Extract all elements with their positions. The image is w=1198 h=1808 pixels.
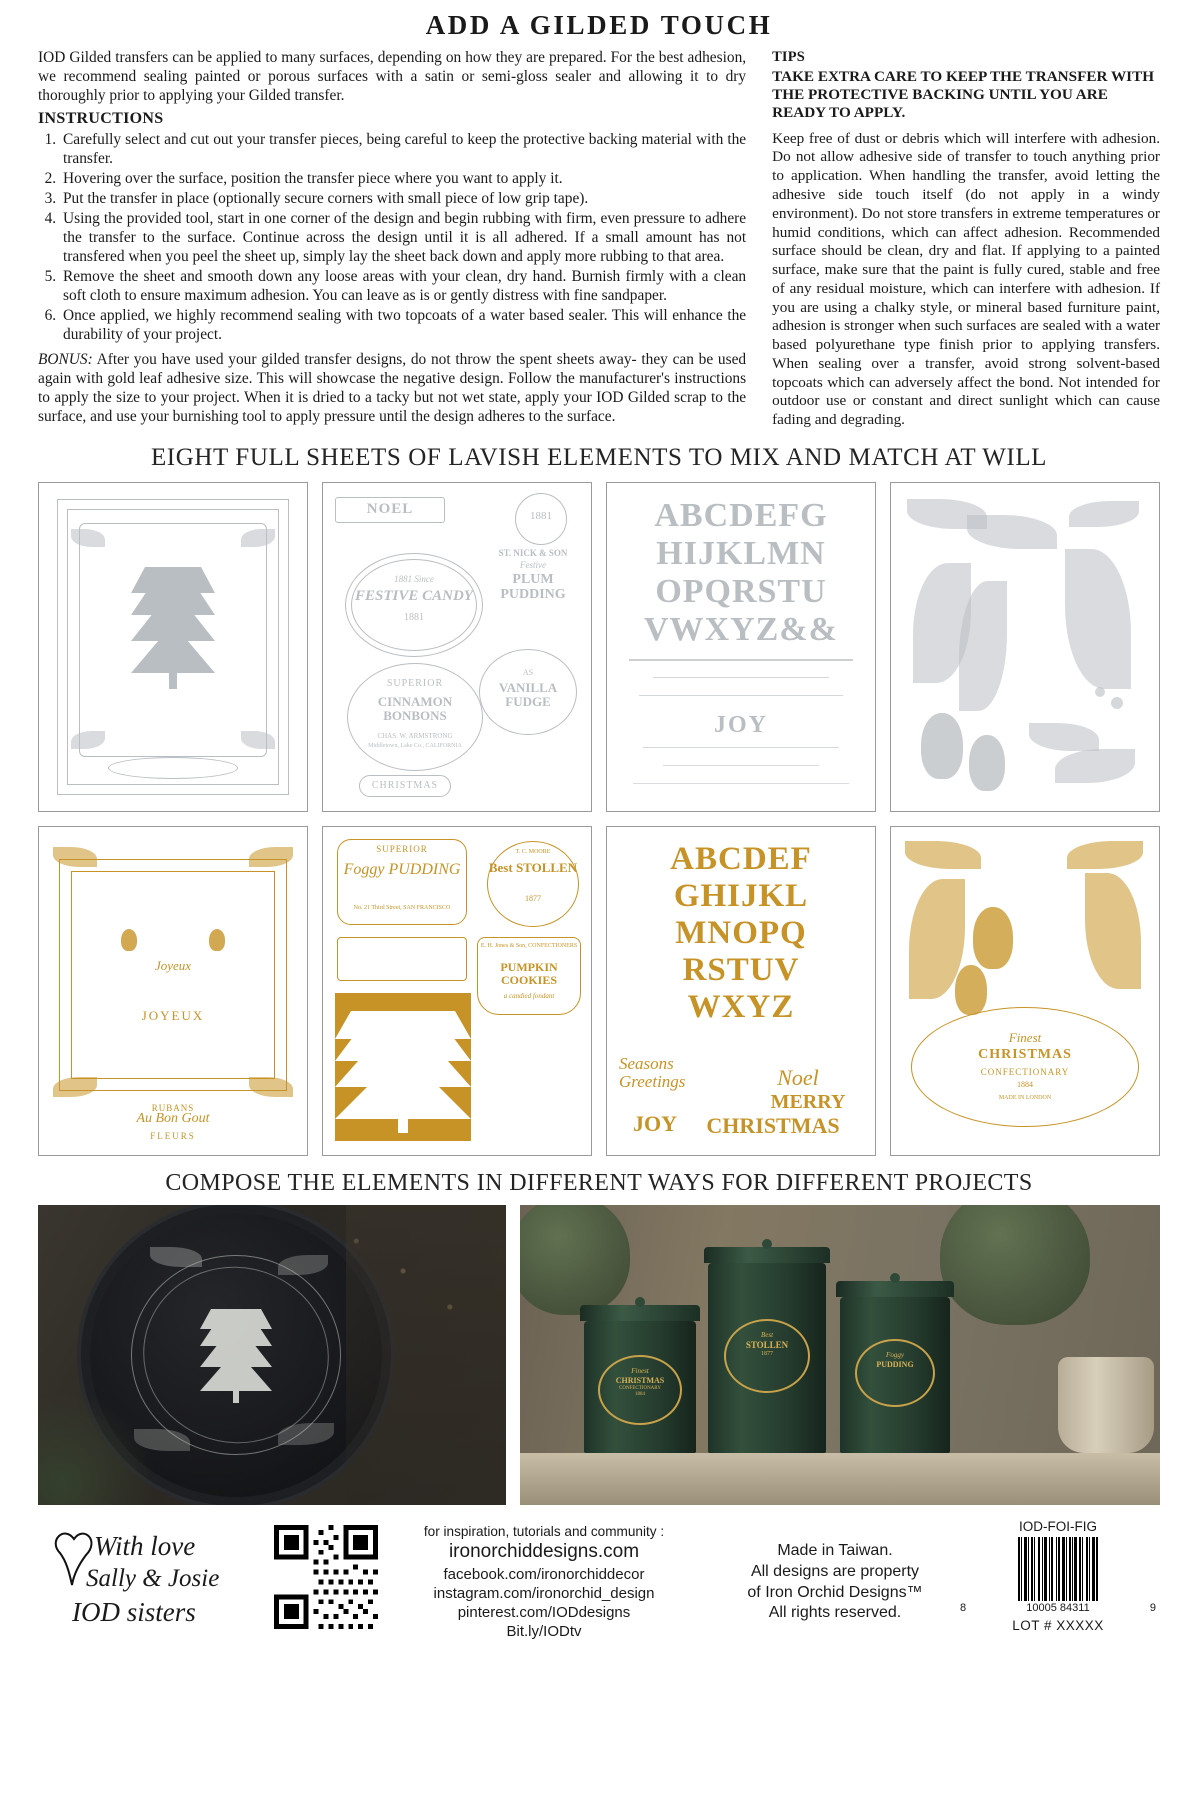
signature-line-2: Sally & Josie bbox=[86, 1564, 220, 1592]
label-confectionary: CONFECTIONARY bbox=[980, 1066, 1070, 1077]
signature-line-1: With love bbox=[94, 1530, 196, 1561]
medallion-line: STOLLEN bbox=[745, 1339, 789, 1350]
label-1881: 1881 bbox=[530, 509, 552, 522]
canister-knob bbox=[635, 1297, 645, 1307]
medallion-line: CHRISTMAS bbox=[615, 1375, 665, 1385]
sku-code: IOD-FOI-FIG bbox=[1019, 1518, 1097, 1534]
label-cinnamon-bonbons: CINNAMON BONBONS bbox=[377, 693, 453, 724]
alphabet-row: ABCDEFG bbox=[654, 496, 828, 534]
alphabet-row: GHIJKL bbox=[673, 877, 809, 914]
label-1877: 1877 bbox=[525, 893, 541, 903]
label-foggy-pudding: Foggy PUDDING bbox=[343, 860, 461, 878]
alphabet-row: WXYZ bbox=[687, 988, 795, 1025]
instruction-step: 2. Hovering over the surface, position the transfer piece where you want to apply it. bbox=[60, 169, 746, 188]
sheet-grid bbox=[38, 482, 1160, 1156]
label-fondant: a candied fondant bbox=[503, 991, 555, 1000]
canister-lid bbox=[704, 1247, 830, 1263]
barcode-digit-mid: 10005 84311 bbox=[1026, 1601, 1090, 1614]
qr-code[interactable] bbox=[274, 1525, 378, 1629]
sheet-art bbox=[45, 489, 301, 805]
label-1884: 1884 bbox=[1017, 1079, 1033, 1089]
facebook-link[interactable]: facebook.com/ironorchiddecor bbox=[443, 1565, 645, 1583]
barcode-digits bbox=[960, 1602, 1156, 1614]
label-address: No. 21 Third Street, SAN FRANCISCO bbox=[353, 904, 451, 911]
project-photos bbox=[38, 1205, 1160, 1505]
label-tcmoore: T. C. MOORE bbox=[515, 848, 551, 855]
sheet-silver-alphabet bbox=[606, 482, 876, 812]
label-ehjones: E. H. Jones & Son, CONFECTIONERS bbox=[480, 942, 578, 949]
canister-medallion bbox=[598, 1355, 682, 1425]
label-stnick: ST. NICK & SON bbox=[498, 547, 568, 558]
canister-3 bbox=[840, 1297, 950, 1453]
label-merry: MERRY bbox=[770, 1090, 846, 1113]
bonus-label: BONUS: bbox=[38, 350, 93, 368]
canister-lid bbox=[836, 1281, 954, 1297]
canister-knob bbox=[762, 1239, 772, 1249]
tips-body: Keep free of dust or debris which will interfere with adhesion. Do not allow adhesive side of transfer to touch anything prior to application. When handling the transfer, avoid letting the adhesive side touch itself (do not apply in a windy environment). Do not store transfers in extreme temperatures or humid conditions, which can affect adhesion. Recommended surface should be clean, dry and flat. If applying to a painted surface, make sure that the paint is fully cured, stable and free of any residual moisture, which can interfere with adhesion. If you are using a chalky style, or mineral based furniture paint, adhesion is stronger when such surfaces are sealed with a water based polyurethane type finish prior to applying transfers. When sealing over a transfer, avoid strong solvent-based topcoats which can adversely affect the bond. Not intended for outdoor use or constant and direct sunlight which can cause fading and degrading. bbox=[772, 129, 1160, 429]
medallion-line: Foggy bbox=[886, 1350, 904, 1359]
label-aubongout: Au Bon Gout bbox=[136, 1111, 210, 1127]
dark-tray-photo bbox=[38, 1205, 506, 1505]
instruction-step: 1. Carefully select and cut out your transfer pieces, being careful to keep the protective backing material with the transfer. bbox=[60, 130, 746, 168]
medallion-line: PUDDING bbox=[876, 1359, 914, 1369]
instruction-step: 3. Put the transfer in place (optionally secure corners with small piece of low grip tape). bbox=[60, 189, 746, 208]
intro-paragraph: IOD Gilded transfers can be applied to many surfaces, depending on how they are prepared. For the best adhesion, we recommend sealing painted or porous surfaces with a satin or semi-gloss sealer and allowing it to dry thoroughly prior to applying your Gilded transfer. bbox=[38, 49, 747, 104]
bonus-text: After you have used your gilded transfer designs, do not throw the spent sheets away- they can be used again with gold leaf adhesive size. This will showcase the negative design. Follow the manufacturer's instructions to apply the size to your project. When it is dried to a tacky but not wet state, apply your IOD Gilded scrap to the surface, and use your burnishing tool to apply pressure until the design adheres to the surface. bbox=[38, 350, 747, 426]
instagram-link[interactable]: instagram.com/ironorchid_design bbox=[433, 1584, 655, 1602]
sheet-art bbox=[329, 489, 585, 805]
label-superior: SUPERIOR bbox=[376, 843, 428, 854]
rights-line: All designs are property bbox=[750, 1562, 920, 1580]
label-noel: NOEL bbox=[366, 500, 414, 517]
label-joy: JOY bbox=[633, 1110, 677, 1136]
label-festive: Festive bbox=[520, 559, 546, 570]
shelf bbox=[520, 1453, 1160, 1505]
rights-line: All rights reserved. bbox=[768, 1604, 902, 1622]
barcode bbox=[960, 1537, 1156, 1601]
stone-pot bbox=[1058, 1357, 1154, 1453]
label-rubans: RUBANS bbox=[151, 1102, 195, 1113]
bonus-paragraph bbox=[38, 350, 746, 426]
sheet-art bbox=[45, 833, 301, 1149]
green-canisters-photo bbox=[520, 1205, 1160, 1505]
instruction-step: 5. Remove the sheet and smooth down any loose areas with your clean, dry hand. Burnish firmly with a clean soft cloth to ensure maximum adhesion. You can leave as is or gently distress with fine sandpaper. bbox=[60, 267, 746, 305]
label-1881-b: 1881 bbox=[404, 611, 424, 623]
label-middletown: Middletown, Lake Co., CALIFORNIA bbox=[368, 742, 462, 749]
label-since: 1881 Since bbox=[394, 573, 434, 584]
label-best-stollen: Best STOLLEN bbox=[488, 859, 578, 875]
alphabet-row: VWXYZ&& bbox=[644, 610, 838, 648]
compose-banner: COMPOSE THE ELEMENTS IN DIFFERENT WAYS FOR DIFFERENT PROJECTS bbox=[165, 1169, 1033, 1196]
alphabet-row: RSTUV bbox=[682, 951, 800, 988]
label-plum-pudding: PLUM PUDDING bbox=[500, 571, 566, 602]
alphabet-row: HIJKLMN bbox=[656, 534, 826, 572]
canister-knob bbox=[890, 1273, 900, 1283]
instructions-section bbox=[38, 49, 1160, 430]
label-festive-candy: FESTIVE CANDY bbox=[355, 587, 473, 604]
tips-heading: TIPS bbox=[772, 49, 805, 65]
sheet-gold-labels-tree bbox=[322, 826, 592, 1156]
sheet-silver-botanical bbox=[890, 482, 1160, 812]
canister-2 bbox=[708, 1263, 826, 1453]
instruction-steps-list bbox=[38, 130, 746, 344]
tips-column bbox=[772, 49, 1160, 430]
medallion-line: 1877 bbox=[761, 1350, 773, 1357]
signature-line-3: IOD sisters bbox=[72, 1596, 196, 1627]
sheet-gold-botanical-wreath bbox=[890, 826, 1160, 1156]
medallion-line: Best bbox=[760, 1330, 774, 1339]
label-noel: Noel bbox=[777, 1064, 819, 1090]
label-as: AS bbox=[522, 667, 534, 677]
sheet-art bbox=[329, 833, 585, 1149]
label-finest: Finest bbox=[1008, 1030, 1042, 1046]
label-superior: SUPERIOR bbox=[386, 677, 444, 689]
medallion-line: Finest bbox=[631, 1366, 649, 1375]
alphabet-row: MNOPQ bbox=[675, 914, 807, 951]
barcode-digit-left: 8 bbox=[960, 1601, 967, 1614]
made-in-text: Made in Taiwan. bbox=[777, 1541, 893, 1559]
tree-icon bbox=[131, 567, 215, 689]
tray-scene bbox=[38, 1205, 506, 1505]
label-joy: JOY bbox=[714, 711, 768, 738]
sheet-art bbox=[897, 833, 1153, 1149]
product-packaging-page bbox=[0, 10, 1198, 1808]
canister-medallion bbox=[724, 1319, 810, 1393]
sheet-art bbox=[613, 833, 869, 1149]
instructions-heading: INSTRUCTIONS bbox=[38, 109, 164, 127]
page-title: ADD A GILDED TOUCH bbox=[425, 10, 773, 40]
sheet-silver-frame-tree bbox=[38, 482, 308, 812]
barcode-digit-right: 9 bbox=[1149, 1601, 1156, 1614]
alphabet-row: ABCDEF bbox=[670, 840, 812, 877]
label-armstrong: CHAS. W. ARMSTRONG bbox=[377, 731, 453, 740]
made-in-block bbox=[710, 1519, 960, 1624]
label-fleurs: FLEURS bbox=[150, 1130, 196, 1141]
sheet-gold-frame-birds bbox=[38, 826, 308, 1156]
sheet-art bbox=[897, 489, 1153, 805]
barcode-block bbox=[960, 1519, 1156, 1633]
label-joyeux: JOYEUX bbox=[141, 1007, 205, 1023]
lot-number: LOT # XXXXX bbox=[1012, 1617, 1104, 1633]
rights-line: of Iron Orchid Designs™ bbox=[747, 1583, 923, 1601]
instructions-column bbox=[38, 49, 746, 426]
label-christmas: CHRISTMAS bbox=[371, 780, 439, 792]
sheets-banner: EIGHT FULL SHEETS OF LAVISH ELEMENTS TO MIX AND MATCH AT WILL bbox=[150, 443, 1048, 471]
label-christmas: CHRISTMAS bbox=[978, 1047, 1072, 1063]
alphabet-row: OPQRSTU bbox=[655, 572, 827, 610]
label-pumpkin-cookies: PUMPKIN COOKIES bbox=[500, 959, 558, 987]
instruction-step: 6. Once applied, we highly recommend sealing with two topcoats of a water based sealer. This will enhance the durability of your project. bbox=[60, 306, 746, 344]
contact-block bbox=[378, 1519, 710, 1641]
tree-icon bbox=[335, 1011, 471, 1133]
label-christmas-tidings bbox=[518, 1124, 585, 1149]
instruction-step: 4. Using the provided tool, start in one corner of the design and begin rubbing with firm, even pressure to adhere the transfer to the surface. Continue across the design until it is all adhered. If a small amount has not transfered when you peel the sheet up, simply lay the sheet back down and apply more rubbing to that area. bbox=[60, 209, 746, 266]
website-link[interactable]: ironorchiddesigns.com bbox=[448, 1541, 640, 1563]
canister-1 bbox=[584, 1321, 696, 1453]
contact-lead: for inspiration, tutorials and community : bbox=[423, 1523, 665, 1539]
label-christmas: CHRISTMAS bbox=[706, 1112, 840, 1138]
sheet-silver-labels bbox=[322, 482, 592, 812]
label-vanilla-fudge: VANILLA FUDGE bbox=[498, 679, 558, 709]
footer bbox=[38, 1519, 1160, 1641]
sheet-art bbox=[613, 489, 869, 805]
canister-medallion bbox=[855, 1339, 935, 1407]
sheet-gold-alphabet bbox=[606, 826, 876, 1156]
signature-block bbox=[42, 1519, 274, 1637]
medallion-line: 1884 bbox=[635, 1391, 645, 1397]
medallion-line: CONFECTIONARY bbox=[619, 1385, 661, 1391]
tips-warning: TAKE EXTRA CARE TO KEEP THE TRANSFER WITH THE PROTECTIVE BACKING UNTIL YOU ARE READY TO APPLY. bbox=[772, 68, 1155, 122]
label-seasons-greetings: Seasons Greetings bbox=[619, 1054, 686, 1092]
label-joyeux-script: Joyeux bbox=[154, 957, 192, 973]
canister-scene bbox=[520, 1205, 1160, 1505]
canister-lid bbox=[580, 1305, 700, 1321]
label-made-in-london: MADE IN LONDON bbox=[998, 1094, 1052, 1101]
youtube-link[interactable]: Bit.ly/IODtv bbox=[506, 1623, 582, 1641]
pinterest-link[interactable]: pinterest.com/IODdesigns bbox=[457, 1604, 631, 1622]
